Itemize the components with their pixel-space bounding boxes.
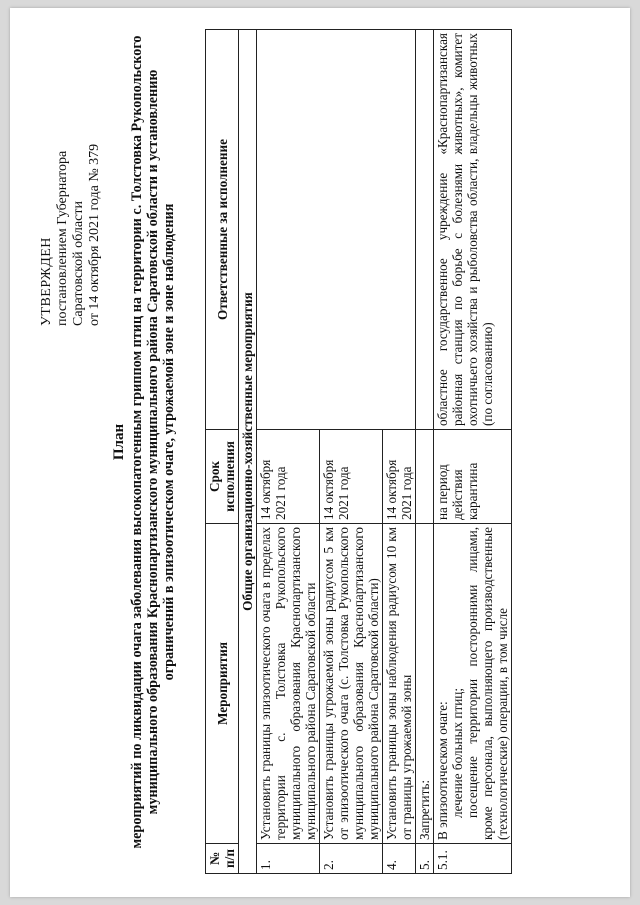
plan-heading (111, 32, 177, 852)
row-term: 14 октября 2021 года (257, 430, 320, 524)
approval-stamp (39, 26, 103, 326)
header-term: Срок исполнения (206, 430, 239, 524)
row-num: 2. (320, 844, 383, 874)
row-num: 5. (416, 844, 434, 874)
row-measure (434, 524, 512, 844)
document-page (10, 8, 630, 897)
row-term: на период действия карантина (434, 430, 512, 524)
row-measure: Установить границы зоны наблюдения радиусом 10 км от границы угрожаемой зоны (383, 524, 416, 844)
section-title: Общие организационно-хозяйственные мероприятия (239, 30, 257, 874)
row-num: 4. (383, 844, 416, 874)
table-row (434, 30, 512, 874)
approval-line-3: от 14 октября 2021 года № 379 (87, 143, 102, 326)
row-responsible (257, 30, 416, 430)
row-term (416, 430, 434, 524)
row-measure: Установить границы эпизоотического очага в пределах территории с. Толстовка Рукопольского муниципального образования Краснопартизанского муниципального района Саратовской области (257, 524, 320, 844)
measures-table (205, 29, 512, 874)
header-num: № п/п (206, 844, 239, 874)
row-measure: Запретить: (416, 524, 434, 844)
row-num: 1. (257, 844, 320, 874)
row-responsible (416, 30, 434, 430)
plan-title: мероприятий по ликвидации очага заболевания высокопатогенным гриппом птиц на территории с. Толстовка Рукопольского муниципального образования Краснопартизанского муниципального района Саратовской области и установлению ограничений в эпизоотическом очаге, угрожаемой зоне и зоне наблюдения (129, 35, 177, 849)
row-measure-intro: В эпизоотическом очаге: (435, 701, 450, 840)
header-responsible: Ответственные за исполнение (206, 30, 239, 430)
approval-title: УТВЕРЖДЕН (39, 237, 54, 326)
row-measure: Установить границы угрожаемой зоны радиусом 5 км от эпизоотического очага (с. Толстовка Рукопольского муниципального образования Краснопартизанского муниципального района Саратовской области) (320, 524, 383, 844)
row-term: 14 октября 2021 года (320, 430, 383, 524)
table-row (416, 30, 434, 874)
table-header-row (206, 30, 239, 874)
row-measure-item-1: лечение больных птиц; (450, 688, 465, 818)
section-row (239, 30, 257, 874)
row-measure-item-2: посещение территории посторонними лицами, кроме персонала, выполняющего производственные (технологические) операции, в том числе (465, 527, 510, 840)
header-measures: Мероприятия (206, 524, 239, 844)
approval-line-2: Саратовской области (71, 201, 86, 326)
row-term: 14 октября 2021 года (383, 430, 416, 524)
table-row (257, 30, 320, 874)
row-responsible: областное государственное учреждение «Краснопартизанская районная станция по борьбе с болезнями животных», комитет охотничьего хозяйства и рыболовства области, владельцы животных (по согласованию) (434, 30, 512, 430)
approval-line-1: постановлением Губернатора (55, 150, 70, 326)
row-num: 5.1. (434, 844, 512, 874)
rotated-content (15, 12, 625, 892)
plan-word: План (111, 423, 127, 461)
